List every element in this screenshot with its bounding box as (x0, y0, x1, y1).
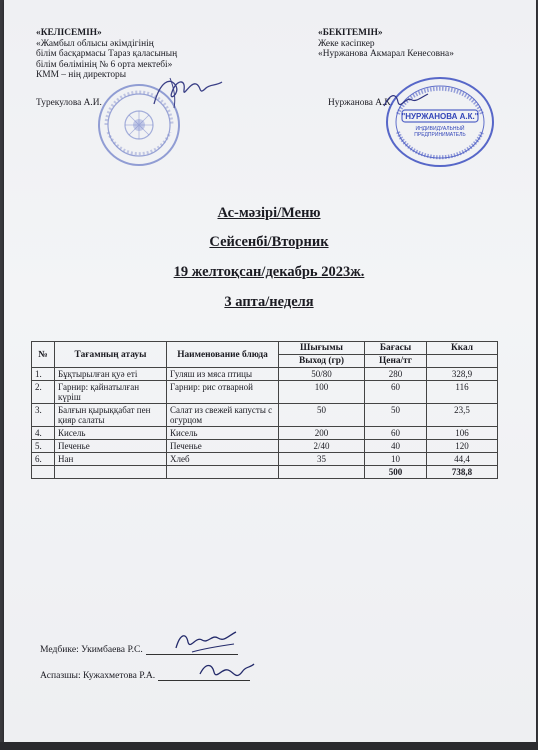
cook-label: Аспазшы: Кужахметова Р.А. (40, 670, 156, 681)
empty-cell (55, 466, 167, 479)
dish-name-kz: Печенье (55, 440, 167, 453)
dish-kcal: 120 (427, 440, 498, 453)
dish-kcal: 116 (427, 381, 498, 404)
col-num-header: № (32, 342, 55, 368)
seal-line: ИНДИВИДУАЛЬНЫЙ (415, 126, 465, 132)
dish-kcal: 23,5 (427, 404, 498, 427)
approval-block-right (318, 28, 518, 60)
dish-name-kz: Гарнир: қайнатылған күріш (55, 381, 167, 404)
row-num: 2. (32, 381, 55, 404)
right-header-line: Жеке кәсіпкер (318, 38, 375, 49)
dish-output: 2/40 (279, 440, 365, 453)
dish-output: 200 (279, 427, 365, 440)
table-row (32, 427, 498, 440)
dish-name-ru: Кисель (167, 427, 279, 440)
empty-cell (427, 355, 498, 368)
dish-output: 50 (279, 404, 365, 427)
col-price-subheader: Цена/тг (365, 355, 427, 368)
table-row (32, 453, 498, 466)
dish-price: 60 (365, 427, 427, 440)
total-price: 500 (365, 466, 427, 479)
menu-title: Ас-мәзірі/Меню (217, 205, 321, 221)
date-title: 19 желтоқсан/декабрь 2023ж. (173, 264, 365, 280)
dish-price: 50 (365, 404, 427, 427)
dish-name-ru: Хлеб (167, 453, 279, 466)
dish-output: 35 (279, 453, 365, 466)
left-header-line: КММ – нің директоры (36, 70, 126, 81)
empty-cell (167, 466, 279, 479)
dish-name-ru: Гарнир: рис отварной (167, 381, 279, 404)
empty-cell (279, 466, 365, 479)
table-row (32, 368, 498, 381)
signature-nurse (172, 628, 242, 656)
table-row (32, 440, 498, 453)
col-name-ru-header: Наименование блюда (167, 342, 279, 368)
seal-name: "НУРЖАНОВА А.К." (401, 112, 479, 121)
seal-line: ПРЕДПРИНИМАТЕЛЬ (414, 132, 466, 138)
left-header-line: «Жамбыл облысы әкімдігінің (36, 38, 154, 49)
dish-name-kz: Нан (55, 453, 167, 466)
table-row (32, 404, 498, 427)
signature-left (150, 72, 230, 112)
dish-name-ru: Печенье (167, 440, 279, 453)
signature-right (382, 86, 432, 116)
dish-output: 100 (279, 381, 365, 404)
dish-name-ru: Салат из свежей капусты с огурцом (167, 404, 279, 427)
left-signer: Турекулова А.И. (36, 98, 102, 108)
dish-name-kz: Балғын қырыққабат пен қияр салаты (55, 404, 167, 427)
right-signer: Нуржанова А.К. (328, 98, 394, 108)
col-output-header: Шығымы (279, 342, 365, 355)
signature-cook (196, 658, 256, 684)
row-num: 3. (32, 404, 55, 427)
weekday-title: Сейсенбі/Вторник (209, 234, 329, 250)
page-edge (0, 742, 538, 750)
dish-price: 60 (365, 381, 427, 404)
menu-table (31, 341, 498, 479)
dish-price: 280 (365, 368, 427, 381)
right-header-line: «Нуржанова Акмарал Кенесовна» (318, 49, 454, 60)
table-row (32, 381, 498, 404)
right-header-title: «БЕКІТЕМІН» (318, 28, 383, 38)
table-total-row (32, 466, 498, 479)
row-num: 6. (32, 453, 55, 466)
total-kcal: 738,8 (427, 466, 498, 479)
dish-name-kz: Кисель (55, 427, 167, 440)
left-header-line: білім басқармасы Тараз қаласының (36, 49, 178, 60)
col-name-kz-header: Тағамның атауы (55, 342, 167, 368)
left-header-title: «КЕЛІСЕМІН» (36, 28, 102, 38)
row-num: 1. (32, 368, 55, 381)
left-header-line: білім бөлімінің № 6 орта мектебі» (36, 59, 173, 70)
table-header-row (32, 342, 498, 355)
nurse-label: Медбике: Укимбаева Р.С. (40, 644, 143, 655)
row-num: 5. (32, 440, 55, 453)
col-price-header: Бағасы (365, 342, 427, 355)
week-title: 3 апта/неделя (224, 294, 314, 310)
dish-kcal: 328,9 (427, 368, 498, 381)
dish-output: 50/80 (279, 368, 365, 381)
row-num: 4. (32, 427, 55, 440)
col-kcal-header: Ккал (427, 342, 498, 355)
col-output-subheader: Выход (гр) (279, 355, 365, 368)
empty-cell (32, 466, 55, 479)
dish-kcal: 44,4 (427, 453, 498, 466)
dish-kcal: 106 (427, 427, 498, 440)
dish-price: 40 (365, 440, 427, 453)
dish-price: 10 (365, 453, 427, 466)
dish-name-ru: Гуляш из мяса птицы (167, 368, 279, 381)
dish-name-kz: Бұқтырылған қуә еті (55, 368, 167, 381)
